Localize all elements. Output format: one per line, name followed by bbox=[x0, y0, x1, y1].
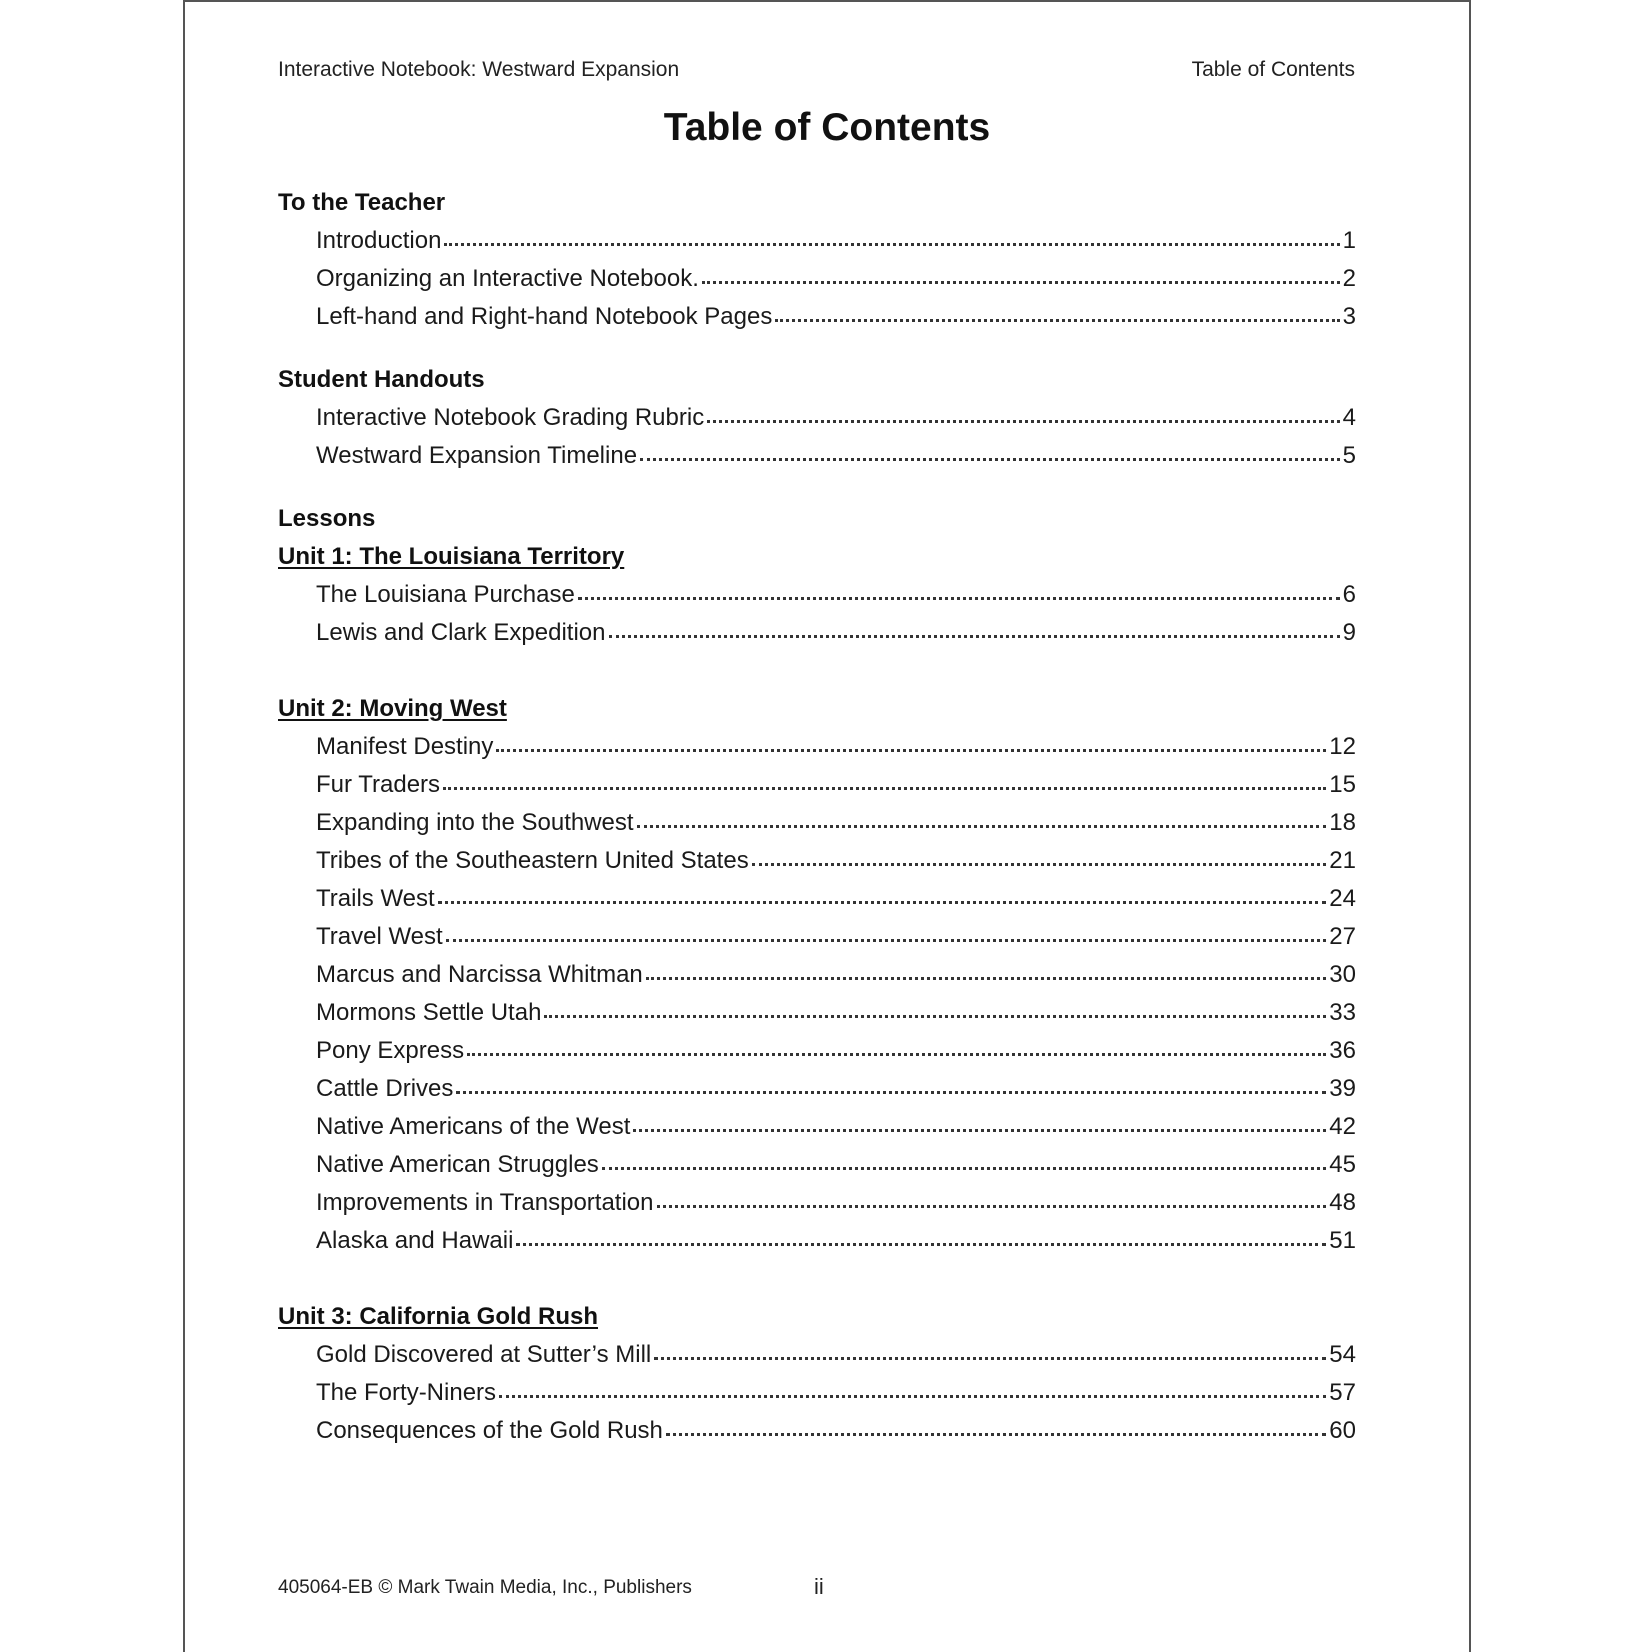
toc-entry-page: 15 bbox=[1329, 771, 1356, 798]
document-page bbox=[183, 0, 1471, 1652]
section-heading-lessons: Lessons bbox=[278, 505, 376, 532]
dot-leader bbox=[544, 996, 1326, 1020]
toc-entry-page: 30 bbox=[1329, 961, 1356, 988]
running-header-section: Table of Contents bbox=[1191, 58, 1355, 81]
dot-leader bbox=[443, 768, 1326, 792]
toc-entry-page: 27 bbox=[1329, 923, 1356, 950]
toc-entry-label: The Forty-Niners bbox=[316, 1379, 497, 1406]
toc-entry-label: Native Americans of the West bbox=[316, 1113, 631, 1140]
toc-entry bbox=[316, 614, 1356, 652]
dot-leader bbox=[640, 439, 1340, 463]
toc-entry-label: Westward Expansion Timeline bbox=[316, 442, 638, 469]
toc-entry bbox=[316, 1374, 1356, 1412]
toc-entry bbox=[316, 766, 1356, 804]
toc-entry-page: 36 bbox=[1329, 1037, 1356, 1064]
toc-entry bbox=[316, 399, 1356, 437]
toc-entry bbox=[316, 222, 1356, 260]
section-heading-handouts: Student Handouts bbox=[278, 366, 485, 393]
toc-entry-page: 33 bbox=[1329, 999, 1356, 1026]
toc-entry-page: 57 bbox=[1329, 1379, 1356, 1406]
toc-entry bbox=[316, 842, 1356, 880]
unit-heading-1: Unit 1: The Louisiana Territory bbox=[278, 543, 625, 570]
footer-copyright: 405064-EB © Mark Twain Media, Inc., Publishers bbox=[278, 1577, 692, 1598]
dot-leader bbox=[702, 262, 1340, 286]
toc-entry-page: 12 bbox=[1329, 733, 1356, 760]
dot-leader bbox=[752, 844, 1327, 868]
toc-entry bbox=[316, 576, 1356, 614]
toc-entry-page: 39 bbox=[1329, 1075, 1356, 1102]
dot-leader bbox=[456, 1072, 1326, 1096]
toc-entry-label: Alaska and Hawaii bbox=[316, 1227, 514, 1254]
toc-entry-label: Interactive Notebook Grading Rubric bbox=[316, 404, 705, 431]
toc-entry bbox=[316, 1336, 1356, 1374]
dot-leader bbox=[775, 300, 1339, 324]
dot-leader bbox=[438, 882, 1327, 906]
toc-entry bbox=[316, 437, 1356, 475]
toc-entry-label: Improvements in Transportation bbox=[316, 1189, 654, 1216]
dot-leader bbox=[467, 1034, 1326, 1058]
toc-entry-page: 9 bbox=[1342, 619, 1356, 646]
toc-entry-page: 1 bbox=[1342, 227, 1356, 254]
dot-leader bbox=[496, 730, 1326, 754]
toc-entry-label: The Louisiana Purchase bbox=[316, 581, 575, 608]
toc-entry-page: 6 bbox=[1342, 581, 1356, 608]
toc-entry bbox=[316, 1146, 1356, 1184]
toc-entry-page: 48 bbox=[1329, 1189, 1356, 1216]
toc-entry-page: 42 bbox=[1329, 1113, 1356, 1140]
dot-leader bbox=[602, 1148, 1327, 1172]
toc-entry-page: 45 bbox=[1329, 1151, 1356, 1178]
toc-entry-label: Expanding into the Southwest bbox=[316, 809, 634, 836]
dot-leader bbox=[657, 1186, 1327, 1210]
toc-entry bbox=[316, 1070, 1356, 1108]
unit-heading-3: Unit 3: California Gold Rush bbox=[278, 1303, 599, 1330]
toc-entry-page: 2 bbox=[1342, 265, 1356, 292]
dot-leader bbox=[637, 806, 1327, 830]
toc-entry-page: 18 bbox=[1329, 809, 1356, 836]
section-heading-teacher: To the Teacher bbox=[278, 189, 446, 216]
toc-entry bbox=[316, 804, 1356, 842]
toc-entry bbox=[316, 1032, 1356, 1070]
toc-entry-label: Trails West bbox=[316, 885, 435, 912]
footer-page-number: ii bbox=[814, 1574, 824, 1599]
running-header-title: Interactive Notebook: Westward Expansion bbox=[278, 58, 680, 81]
toc-entry bbox=[316, 728, 1356, 766]
dot-leader bbox=[609, 616, 1340, 640]
dot-leader bbox=[646, 958, 1327, 982]
toc-entry-label: Fur Traders bbox=[316, 771, 441, 798]
toc-entry-label: Tribes of the Southeastern United States bbox=[316, 847, 749, 874]
toc-entry-label: Cattle Drives bbox=[316, 1075, 454, 1102]
dot-leader bbox=[499, 1376, 1326, 1400]
toc-entry-page: 24 bbox=[1329, 885, 1356, 912]
toc-entry-page: 21 bbox=[1329, 847, 1356, 874]
toc-entry-label: Pony Express bbox=[316, 1037, 465, 1064]
toc-entry bbox=[316, 1108, 1356, 1146]
toc-entry bbox=[316, 260, 1356, 298]
toc-entry-label: Lewis and Clark Expedition bbox=[316, 619, 606, 646]
toc-entry-label: Native American Struggles bbox=[316, 1151, 599, 1178]
dot-leader bbox=[707, 401, 1339, 425]
toc-entry-label: Introduction bbox=[316, 227, 442, 254]
toc-entry-page: 3 bbox=[1342, 303, 1356, 330]
toc-entry bbox=[316, 918, 1356, 956]
toc-entry-page: 4 bbox=[1342, 404, 1356, 431]
toc-entry-label: Manifest Destiny bbox=[316, 733, 494, 760]
dot-leader bbox=[654, 1338, 1326, 1362]
dot-leader bbox=[666, 1414, 1326, 1438]
toc-entry bbox=[316, 994, 1356, 1032]
dot-leader bbox=[446, 920, 1327, 944]
toc-entry bbox=[316, 880, 1356, 918]
toc-entry-label: Marcus and Narcissa Whitman bbox=[316, 961, 643, 988]
dot-leader bbox=[578, 578, 1340, 602]
toc-entry-page: 51 bbox=[1329, 1227, 1356, 1254]
toc-entry bbox=[316, 1412, 1356, 1450]
toc-entry bbox=[316, 956, 1356, 994]
toc-entry-label: Travel West bbox=[316, 923, 443, 950]
toc-entry-page: 54 bbox=[1329, 1341, 1356, 1368]
page-title: Table of Contents bbox=[663, 106, 991, 149]
dot-leader bbox=[516, 1224, 1326, 1248]
toc-entry-label: Left-hand and Right-hand Notebook Pages bbox=[316, 303, 773, 330]
toc-entry-page: 5 bbox=[1342, 442, 1356, 469]
dot-leader bbox=[633, 1110, 1326, 1134]
toc-entry bbox=[316, 298, 1356, 336]
dot-leader bbox=[444, 224, 1339, 248]
toc-entry-label: Mormons Settle Utah bbox=[316, 999, 542, 1026]
toc-entry-label: Consequences of the Gold Rush bbox=[316, 1417, 663, 1444]
toc-entry bbox=[316, 1184, 1356, 1222]
toc-entry-label: Gold Discovered at Sutter’s Mill bbox=[316, 1341, 652, 1368]
toc-entry-label: Organizing an Interactive Notebook. bbox=[316, 265, 699, 292]
toc-entry bbox=[316, 1222, 1356, 1260]
toc-entry-page: 60 bbox=[1329, 1417, 1356, 1444]
unit-heading-2: Unit 2: Moving West bbox=[278, 695, 507, 722]
